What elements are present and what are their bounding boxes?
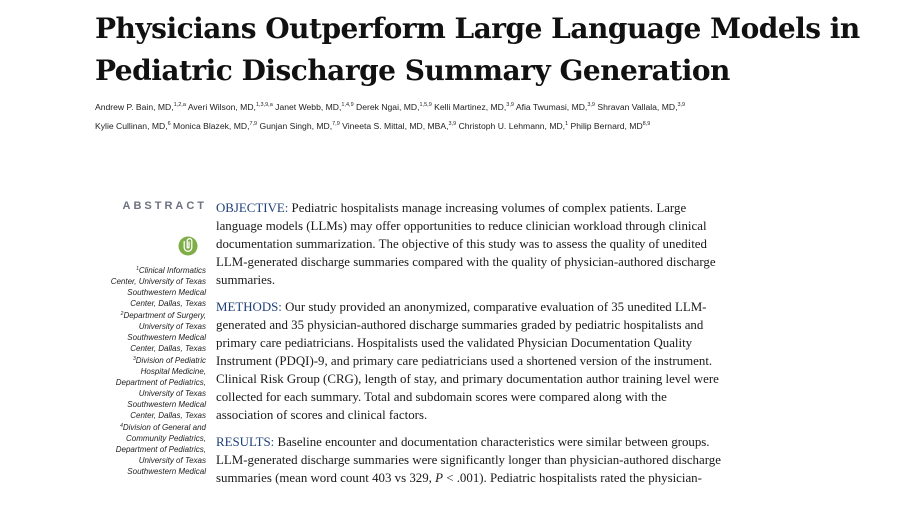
author-name: Shravan Vallala, MD,: [597, 102, 678, 112]
abstract-label: ABSTRACT: [122, 200, 207, 212]
methods-line: collected for each summary. Total and subdomain scores were compared along with the: [216, 390, 667, 404]
affiliation-line: Department of Pediatrics,: [115, 445, 206, 454]
author-name: Kylie Cullinan, MD,: [95, 121, 168, 131]
affiliation-line: Department of Pediatrics,: [115, 378, 206, 387]
author-affiliation-mark: 1,5,9: [419, 102, 432, 108]
abstract-objective: [216, 199, 828, 289]
author-affiliation-mark: 8,9: [642, 121, 651, 127]
author-affiliation-mark: 3,9: [677, 102, 686, 108]
author-affiliation-mark: 3,9: [506, 102, 514, 108]
author-affiliation-mark: 7,9: [249, 121, 258, 127]
author-name: Philip Bernard, MD: [570, 121, 643, 131]
affiliation-line: University of Texas: [138, 322, 206, 331]
abstract-methods: [216, 298, 828, 424]
methods-line: Our study provided an anonymized, comparative evaluation of 35 unedited LLM-: [281, 300, 707, 314]
author-name: Kelli Martinez, MD,: [434, 102, 507, 112]
author-name: Afia Twumasi, MD,: [515, 102, 588, 112]
affiliation-line: University of Texas: [138, 389, 206, 398]
affiliation-line: Southwestern Medical: [127, 400, 206, 409]
author-affiliation-mark: 1,3,9,a: [255, 102, 273, 108]
methods-line: Clinical Risk Group (CRG), length of stay, and primary documentation author training level were: [216, 372, 719, 386]
methods-line: association of scores and clinical factors.: [216, 408, 428, 422]
author-line: [95, 116, 885, 135]
affiliation-line: Center, Dallas, Texas: [130, 344, 206, 353]
objective-line: language models (LLMs) may offer opportunities to reduce clinician workload through clinical: [216, 219, 707, 233]
author-affiliation-mark: 6: [167, 121, 171, 127]
results-heading: RESULTS:: [216, 435, 275, 449]
methods-line: Instrument (PDQI)-9, and primary care pediatricians used a shortened version of the instrument.: [216, 354, 713, 368]
methods-heading: METHODS:: [216, 300, 282, 314]
objective-line: LLM-generated discharge summaries compared with the quality of physician-authored discharge: [216, 255, 716, 269]
author-name: Derek Ngai, MD,: [356, 102, 420, 112]
author-name: Christoph U. Lehmann, MD,: [458, 121, 566, 131]
author-name: Janet Webb, MD,: [275, 102, 342, 112]
affiliation-line: Center, Dallas, Texas: [130, 411, 206, 420]
affiliation-line: Southwestern Medical: [127, 333, 206, 342]
results-line: summaries (mean word count 403 vs 329, P < .001). Pediatric hospitalists rated the physician-: [216, 471, 702, 485]
results-line: LLM-generated discharge summaries were significantly longer than physician-authored discharge: [216, 453, 721, 467]
title-line-2: Pediatric Discharge Summary Generation: [95, 54, 730, 87]
objective-line: documentation summarization. The objective of this study was to assess the quality of unedited: [216, 237, 707, 251]
affiliation-line: Center, Dallas, Texas: [130, 299, 206, 308]
author-name: Averi Wilson, MD,: [187, 102, 256, 112]
author-affiliation-mark: 1,2,a: [173, 102, 186, 108]
affiliation-line: Southwestern Medical: [127, 288, 206, 297]
author-affiliation-mark: 3,9: [448, 121, 457, 127]
author-affiliation-mark: 7,9: [332, 121, 340, 127]
author-name: Andrew P. Bain, MD,: [95, 102, 174, 112]
results-line: Baseline encounter and documentation characteristics were similar between groups.: [274, 435, 710, 449]
objective-line: Pediatric hospitalists manage increasing volumes of complex patients. Large: [288, 201, 687, 215]
abstract-body: [216, 199, 828, 496]
methods-line: primary care pediatricians. Hospitalists used the validated Physician Documentation Quality: [216, 336, 693, 350]
objective-line: summaries.: [216, 273, 276, 287]
author-list: [95, 97, 885, 135]
affiliation-line: Community Pediatrics,: [125, 434, 206, 443]
affiliation-line: $^2$Department of Surgery,: [120, 311, 206, 320]
abstract-results: [216, 433, 828, 487]
author-affiliation-mark: 1: [565, 121, 569, 127]
author-name: Monica Blazek, MD,: [173, 121, 250, 131]
objective-heading: OBJECTIVE:: [216, 201, 289, 215]
affiliation-line: Hospital Medicine,: [140, 367, 206, 376]
author-name: Gunjan Singh, MD,: [259, 121, 333, 131]
methods-line: generated and 35 physician-authored discharge summaries graded by pediatric hospitalists and: [216, 318, 704, 332]
author-name: Vineeta S. Mittal, MD, MBA,: [342, 121, 449, 131]
open-access-icon[interactable]: [178, 236, 198, 256]
affiliation-line: $^1$Clinical Informatics: [136, 266, 206, 275]
affiliation-line: $^3$Division of Pediatric: [132, 356, 206, 365]
author-affiliation-mark: 1,4,9: [341, 102, 354, 108]
author-line: [95, 97, 885, 116]
affiliation-line: University of Texas: [138, 456, 206, 465]
author-affiliation-mark: 3,9: [587, 102, 595, 108]
affiliation-line: $^4$Division of General and: [120, 423, 206, 432]
affiliation-line: Center, University of Texas: [110, 277, 206, 286]
affiliation-line: Southwestern Medical: [127, 467, 206, 476]
title-line-1: Physicians Outperform Large Language Models in: [95, 12, 860, 45]
affiliations: [92, 264, 206, 477]
article-title: [95, 8, 885, 92]
